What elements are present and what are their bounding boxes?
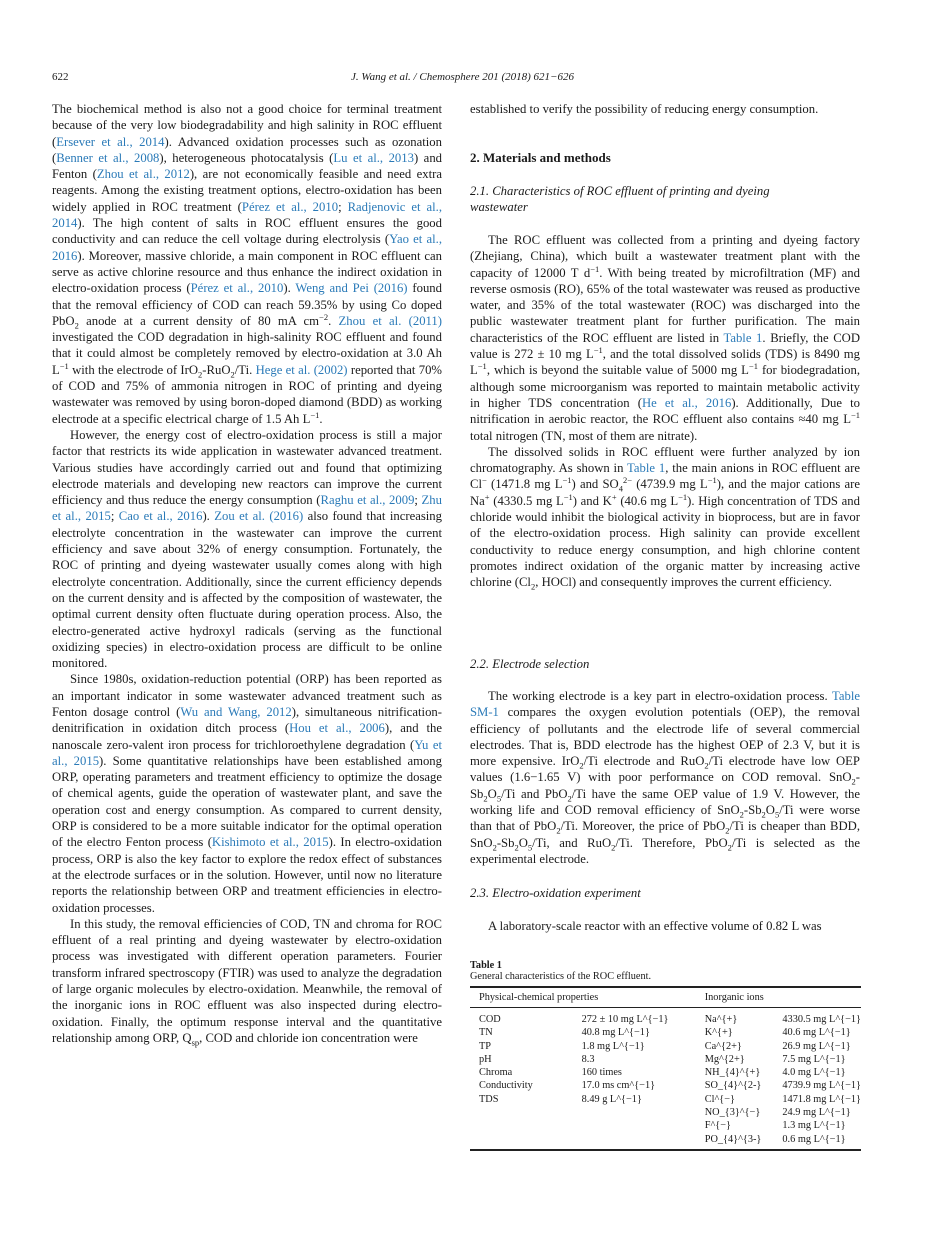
citation-link[interactable]: Ersever et al., 2014: [56, 134, 165, 149]
table-cell: 1.3 mg L^{−1}: [782, 1120, 846, 1132]
table-cell: TDS: [479, 1093, 499, 1105]
citation-link[interactable]: Weng and Pei (2016): [295, 281, 408, 296]
citation-link[interactable]: Pérez et al., 2010: [241, 199, 339, 214]
table-cell: [470, 1133, 573, 1150]
subscript: 2: [611, 842, 616, 853]
citation-link[interactable]: Table 1: [723, 330, 763, 345]
table-row: [470, 1079, 861, 1092]
table-cell: Cl^{−}: [704, 1093, 735, 1105]
left-column: [52, 101, 442, 1046]
paragraph: The working electrode is a key part in electro-oxidation process. Table SM-1 compares the oxygen evolution potentials (OEP), the removal efficiency of pollutants and the electrode life of several commercial electrodes. That is, BDD electrode has the highest OEP of 2.3 V, but it is more expensive. IrO$_2$/Ti electrode and RuO$_2$/Ti electrode have low OEP values (1.6−1.65 V) with poor performance on COD removal. $SnO_2-Sb_2O_5/Ti$ and PbO$_2$/Ti have the same OEP value of 1.9 V. However, the working life and COD removal efficiency of $SnO_2-Sb_2O_5/Ti$ were worse than that of PbO$_2$/Ti. Moreover, the price of PbO$_2$/Ti is cheaper than BDD, $SnO_2-Sb_2O_5/Ti$, and RuO$_2$/Ti. Therefore, PbO$_2$/Ti is selected as the experimental electrode.: [470, 689, 861, 866]
subscript: 2: [567, 793, 572, 804]
table-cell: 4.0 mg L^{−1}: [782, 1067, 846, 1079]
superscript: −1: [593, 344, 603, 355]
subscript: 2: [851, 777, 856, 788]
table-cell: Ca^{2+}: [704, 1040, 742, 1052]
superscript: 2−: [622, 475, 632, 486]
table-cell: TP: [479, 1040, 492, 1052]
table-row: [470, 1053, 861, 1066]
citation-link[interactable]: Zou et al. (2016): [214, 509, 304, 524]
table-cell: [573, 1106, 696, 1119]
superscript: −2: [319, 311, 329, 322]
table-cell: 40.6 mg L^{−1}: [782, 1027, 851, 1039]
paragraph: However, the energy cost of electro-oxidation process is still a major factor that restricts its wide application in wastewater advanced treatment. Various studies have accordingly carried out and found that optimizing electrode materials and developing new reactors can improve the current efficiency and thus reduce the energy consumption (Raghu et al., 2009; Zhu et al., 2015; Cao et al., 2016). Zou et al. (2016) also found that increasing electrolyte concentration in the wastewater can improve the current efficiency and save about 32% of energy consumption. Fortunately, the ROC of printing and dyeing wastewater usually comes along with high electrolyte concentration. Additionally, since the current efficiency depends on the current density and is affected by the composition of wastewater, the optimal current density often fluctuate during operation process. Also, the electro-generated active hydroxyl radicals (serving as the functional oxidizing species) in electro-oxidation process are difficult to be online monitored.: [52, 427, 442, 671]
subsection-heading: 2.3. Electro-oxidation experiment: [470, 886, 641, 900]
subscript: 2: [74, 320, 79, 331]
subscript: 2: [198, 369, 203, 380]
subscript: 2: [761, 809, 766, 820]
table-cell: K^{+}: [704, 1027, 733, 1039]
subscript: 2: [230, 369, 235, 380]
superscript: −1: [563, 491, 573, 502]
citation-link[interactable]: Raghu et al., 2009: [320, 493, 415, 508]
citation-link[interactable]: Cao et al., 2016: [118, 509, 203, 524]
table-cell: NH_{4}^{+}: [704, 1067, 761, 1079]
subsection-heading: 2.1. Characteristics of ROC effluent of printing and dyeing wastewater: [470, 184, 770, 215]
citation-link[interactable]: He et al., 2016: [641, 395, 732, 410]
subscript: 2: [492, 842, 497, 853]
citation-link[interactable]: Table 1: [627, 461, 666, 476]
table-cell: 4330.5 mg L^{−1}: [782, 1014, 861, 1025]
subscript: 5: [527, 842, 533, 853]
column-header: Inorganic ions: [696, 987, 861, 1008]
subscript: 2: [739, 809, 744, 820]
table-cell: [470, 1119, 573, 1132]
table-cell: 17.0 ms cm^{−1}: [581, 1080, 656, 1092]
table-label: Table 1: [470, 960, 502, 971]
continuation-paragraph: established to verify the possibility of reducing energy consumption.: [470, 102, 819, 116]
citation-link[interactable]: Lu et al., 2013: [333, 150, 414, 165]
table-row: [470, 1093, 861, 1106]
table-cell: 26.9 mg L^{−1}: [782, 1040, 851, 1052]
superscript: −1: [850, 410, 860, 421]
citation-link[interactable]: Zhou et al., 2012: [96, 167, 190, 182]
subsection-heading: 2.2. Electrode selection: [470, 657, 590, 671]
table-cell: 0.6 mg L^{−1}: [773, 1133, 861, 1150]
citation-link[interactable]: Yao et al., 2016: [52, 232, 442, 263]
table-cell: 272 ± 10 mg L^{−1}: [581, 1014, 669, 1025]
table-row: [470, 1133, 861, 1150]
column-header: Physical-chemical properties: [470, 987, 696, 1008]
table-row: [470, 1026, 861, 1039]
superscript: −1: [562, 475, 572, 486]
subscript: 2: [727, 842, 732, 853]
subscript: 2: [514, 842, 519, 853]
table-cell: 8.3: [581, 1053, 595, 1065]
superscript: −1: [678, 491, 688, 502]
table-cell: PO_{4}^{3-}: [696, 1133, 774, 1150]
table-row: [470, 1106, 861, 1119]
table-caption: General characteristics of the ROC effluent.: [470, 971, 652, 982]
superscript: −1: [310, 409, 320, 420]
page-number: 622: [52, 71, 69, 83]
citation-link[interactable]: Zhou et al. (2011): [338, 313, 442, 328]
table-cell: 7.5 mg L^{−1}: [782, 1053, 846, 1065]
superscript: −1: [59, 360, 69, 371]
citation-link[interactable]: Yu et al., 2015: [52, 737, 442, 768]
citation-link[interactable]: Kishimoto et al., 2015: [211, 835, 329, 850]
citation-link[interactable]: Hou et al., 2006: [289, 721, 385, 736]
subscript: 2: [579, 760, 584, 771]
table-cell: Chroma: [479, 1067, 513, 1079]
table-cell: 1.8 mg L^{−1}: [581, 1040, 645, 1052]
subscript: 5: [774, 809, 780, 820]
table-cell: COD: [479, 1014, 501, 1025]
table-cell: Mg^{2+}: [704, 1053, 745, 1065]
table-row: [470, 1119, 861, 1132]
table-cell: 1471.8 mg L^{−1}: [782, 1093, 861, 1105]
subscript: 4: [618, 483, 623, 494]
paragraph: A laboratory-scale reactor with an effective volume of 0.82 L was: [488, 919, 822, 933]
table-cell: Na^{+}: [704, 1014, 738, 1025]
table-cell: SO_{4}^{2-}: [704, 1080, 762, 1092]
table-row: [470, 1066, 861, 1079]
citation-link[interactable]: Hege et al. (2002): [255, 362, 348, 377]
table-cell: [470, 1106, 573, 1119]
superscript: −1: [590, 263, 600, 274]
section-heading: 2. Materials and methods: [470, 150, 611, 165]
superscript: −1: [707, 475, 717, 486]
paragraph: Since 1980s, oxidation-reduction potential (ORP) has been reported as an important indicator in some wastewater advanced treatment such as Fenton dosage control (Wu and Wang, 2012), simultaneous nitrification-denitrification in oxidation ditch process (Hou et al., 2006), and the nanoscale zero-valent iron process for trichloroethylene degradation (Yu et al., 2015). Some quantitative relationships have been established among ORP, operating parameters and treatment efficiency to optimize the dosage of chemical agents, guide the operation of wastewater plant, and save the operation cost and energy consumption. As compared to current density, ORP is considered to be a more suitable indicator for the optimal operation of the electro Fenton process (Kishimoto et al., 2015). In electro-oxidation process, ORP is also the key factor to explore the redox effect of substances at the electrode surfaces or in the solution. However, until now no literature reports the relationship between ORP and treatment efficiencies in electro-oxidation processes.: [52, 672, 443, 915]
table-cell: 160 times: [581, 1067, 622, 1079]
characteristics-table: [470, 986, 861, 1151]
paragraph: The dissolved solids in ROC effluent were further analyzed by ion chromatography. As shown in Table 1, the main anions in ROC effluent are Cl− (1471.8 mg $L^{-1}$) and $SO_4^{2-}$ (4739.9 mg $L^{-1}$), and the major cations are Na+ (4330.5 mg $L^{-1}$) and K+ (40.6 mg $L^{-1}$). High concentration of TDS and chloride would inhibit the biological activity in bioprocess, but are in favor of the electro-oxidation process. High salinity can provide excellent conductivity to reduce energy consumption, and high chlorine content promotes indirect oxidation of the organic matter by increasing active chlorine ($Cl_2$, HOCl) and consequently improves the current efficiency.: [470, 444, 860, 592]
table-cell: 40.8 mg L^{−1}: [581, 1027, 650, 1039]
table-cell: [573, 1119, 696, 1132]
citation-link[interactable]: Wu and Wang, 2012: [180, 704, 292, 719]
citation-link[interactable]: Zhu et al., 2015: [52, 493, 442, 524]
citation-link[interactable]: Pérez et al., 2010: [190, 281, 284, 296]
subscript: 2: [530, 581, 536, 592]
paragraph: The biochemical method is also not a good choice for terminal treatment because of the very low biodegradability and high salinity in ROC effluent (Ersever et al., 2014). Advanced oxidation processes such as ozonation (Benner et al., 2008), heterogeneous photocatalysis (Lu et al., 2013) and Fenton (Zhou et al., 2012), are not economically feasible and need extra reagents. Among the existing treatment options, electro-oxidation has been widely applied in ROC treatment (Pérez et al., 2010; Radjenovic et al., 2014). The high content of salts in ROC effluent ensures the good conductivity and can reduce the cell voltage during electrolysis (Yao et al., 2016). Moreover, massive chloride, a main component in ROC effluent can serve as active chlorine resource and thus enhance the indirect oxidation in electro-oxidation process (Pérez et al., 2010). Weng and Pei (2016) found that the removal efficiency of COD can reach 59.35% by using Co doped PbO$_2$ anode at a current density of 80 mA $cm^{-2}$. Zhou et al. (2011) investigated the COD degradation in high-salinity ROC effluent and found that it could almost be completely removed by electro-oxidation at 3.0 Ah $L^{-1}$ with the electrode of IrO$_2$-RuO$_2$/Ti. Hege et al. (2002) reported that 70% of COD and 75% of ammonia nitrogen in ROC of printing and dyeing wastewater was removed by using boron-doped diamond (BDD) as working electrode at a specific electrical charge of 1.5 Ah $L^{-1}$.: [52, 102, 443, 426]
citation-link[interactable]: Benner et al., 2008: [56, 150, 160, 165]
table-cell: TN: [479, 1027, 493, 1039]
subscript: sp: [191, 1037, 200, 1048]
paragraph: In this study, the removal efficiencies of COD, TN and chroma for ROC effluent of a real printing and dyeing wastewater by electro-oxidation process was investigated with different operation parameters. Fourier transform infrared spectroscopy (FTIR) was used to analyze the degradation of large organic molecules by electro-oxidation. Meanwhile, the removal of the inorganic ions in ROC effluent was also inspected during electro-oxidation. Finally, the optimum response interval and the quantitative relationship among ORP, $Q_{sp}$, COD and chloride ion concentration were: [52, 916, 442, 1048]
table-row: [470, 1040, 861, 1053]
table-cell: Conductivity: [479, 1080, 533, 1092]
subscript: 2: [556, 825, 561, 836]
table-cell: F^{−}: [704, 1120, 731, 1132]
superscript: +: [611, 491, 617, 502]
table-cell: 8.49 g L^{−1}: [581, 1093, 642, 1105]
subscript: 5: [496, 793, 502, 804]
table-cell: NO_{3}^{−}: [704, 1107, 761, 1119]
table-row: [470, 1008, 861, 1027]
subscript: 2: [704, 760, 709, 771]
citation-link[interactable]: Radjenovic et al., 2014: [52, 199, 442, 231]
table-cell: pH: [479, 1053, 492, 1065]
table-1: [470, 960, 861, 1151]
table-cell: [573, 1133, 696, 1150]
running-title: J. Wang et al. / Chemosphere 201 (2018) 621−626: [351, 71, 574, 83]
superscript: −: [482, 475, 487, 486]
paragraph: The ROC effluent was collected from a printing and dyeing factory (Zhejiang, China), which built a wastewater treatment plant with the capacity of 12000 T $d^{-1}$. With being treated by microfiltration (MF) and reverse osmosis (RO), 65% of the total wastewater was reused as productive water, and 35% of the total wastewater (ROC) was discharged into the public wastewater treatment plant for further purification. The main characteristics of the ROC effluent are listed in Table 1. Briefly, the COD value is 272 ± 10 mg $L^{-1}$, and the total dissolved solids (TDS) is 8490 mg $L^{-1}$, which is beyond the suitable value of 5000 mg $L^{-1}$ for biodegradation, although some microorganism was reported to maintain metabolic activity in higher TDS concentration (He et al., 2016). Additionally, Due to nitrification in aerobic reactor, the ROC effluent also contains ≈40 mg $L^{-1}$ total nitrogen (TN, most of them are nitrate).: [470, 233, 861, 443]
superscript: +: [484, 491, 490, 502]
subscript: 2: [483, 793, 488, 804]
table-cell: 4739.9 mg L^{−1}: [782, 1080, 861, 1092]
citation-link[interactable]: Table SM-1: [470, 689, 860, 720]
subscript: 2: [725, 825, 730, 836]
table-cell: 24.9 mg L^{−1}: [782, 1107, 851, 1119]
superscript: −1: [477, 361, 487, 372]
superscript: −1: [748, 361, 758, 372]
